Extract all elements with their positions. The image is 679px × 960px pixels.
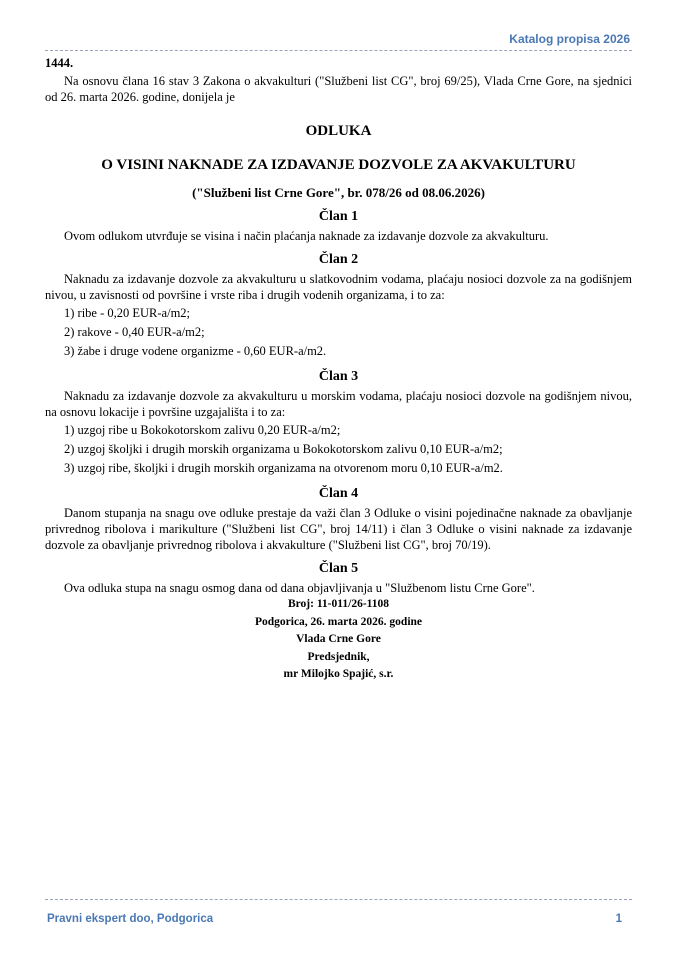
document-number: 1444. — [45, 56, 74, 70]
list-item: 1) uzgoj ribe u Bokokotorskom zalivu 0,20 EUR-a/m2; — [64, 423, 341, 437]
article-text: Ovom odlukom utvrđuje se visina i način plaćanja naknade za izdavanje dozvole za akvakulturu. — [64, 229, 549, 243]
catalog-title: Katalog propisa 2026 — [509, 32, 630, 46]
publisher-name: Pravni ekspert doo, Podgorica — [47, 913, 214, 925]
decision-number: Broj: 11-011/26-1108 — [287, 598, 390, 610]
list-item: 3) žabe i druge vodene organizme - 0,60 EUR-a/m2. — [64, 344, 327, 358]
page-header — [45, 30, 632, 51]
list-item: 2) rakove - 0,40 EUR-a/m2; — [64, 325, 205, 339]
article-1 — [45, 209, 632, 244]
article-4 — [45, 486, 632, 553]
page-footer — [45, 899, 632, 925]
article-heading: Član 5 — [318, 561, 359, 576]
article-heading: Član 4 — [318, 486, 359, 501]
document-subtitle: O VISINI NAKNADE ZA IZDAVANJE DOZVOLE ZA AKVAKULTURU — [101, 157, 576, 173]
signatory-name: mr Milojko Spajić, s.r. — [283, 668, 394, 680]
article-heading: Član 1 — [318, 209, 359, 224]
article-2 — [45, 252, 632, 359]
place-date: Podgorica, 26. marta 2026. godine — [254, 615, 423, 628]
preamble: Na osnovu člana 16 stav 3 Zakona o akvakulturi ("Službeni list CG", broj 69/25), Vlada Crne Gore, na sjednici od 26. marta 2026. godine, donijela je — [45, 74, 632, 104]
article-text: Danom stupanja na snagu ove odluke prestaje da važi član 3 Odluke o visini pojedinačne naknade za obavljanje privrednog ribolova i marikulture ("Službeni list CG", broj 14/11) i član 3 Odluke o visini naknade za izdavanje dozvole za obavljanje privrednog ribolova i akvakulture ("Službeni list CG", broj 70/19). — [45, 506, 632, 552]
article-text: Naknadu za izdavanje dozvole za akvakulturu u slatkovodnim vodama, plaćaju nosioci dozvole za na godišnjem nivou, u zavisnosti od površine i vrste riba i drugih vodenih organizama, i to za: — [45, 272, 632, 302]
signature-block — [45, 596, 632, 684]
page-number: 1 — [615, 913, 622, 925]
article-heading: Član 2 — [318, 252, 359, 267]
list-item: 1) ribe - 0,20 EUR-a/m2; — [64, 306, 191, 320]
document-title: ODLUKA — [305, 123, 372, 139]
list-item: 2) uzgoj školjki i drugih morskih organizama u Bokokotorskom zalivu 0,10 EUR-a/m2; — [64, 442, 503, 456]
article-heading: Član 3 — [318, 369, 359, 384]
article-3 — [45, 369, 632, 476]
list-item: 3) uzgoj ribe, školjki i drugih morskih organizama na otvorenom moru 0,10 EUR-a/m2. — [64, 461, 503, 475]
article-text: Ova odluka stupa na snagu osmog dana od dana objavljivanja u "Službenom listu Crne Gore". — [64, 581, 535, 595]
signatory-role: Predsjednik, — [307, 650, 370, 663]
document-body — [45, 55, 632, 684]
issuing-body: Vlada Crne Gore — [296, 633, 381, 645]
article-5 — [45, 561, 632, 596]
article-text: Naknadu za izdavanje dozvole za akvakulturu u morskim vodama, plaćaju nosioci dozvole na godišnjem nivou, na osnovu lokacije i površine uzgajališta i to za: — [45, 389, 632, 419]
gazette-reference: ("Službeni list Crne Gore", br. 078/26 od 08.06.2026) — [192, 185, 485, 200]
